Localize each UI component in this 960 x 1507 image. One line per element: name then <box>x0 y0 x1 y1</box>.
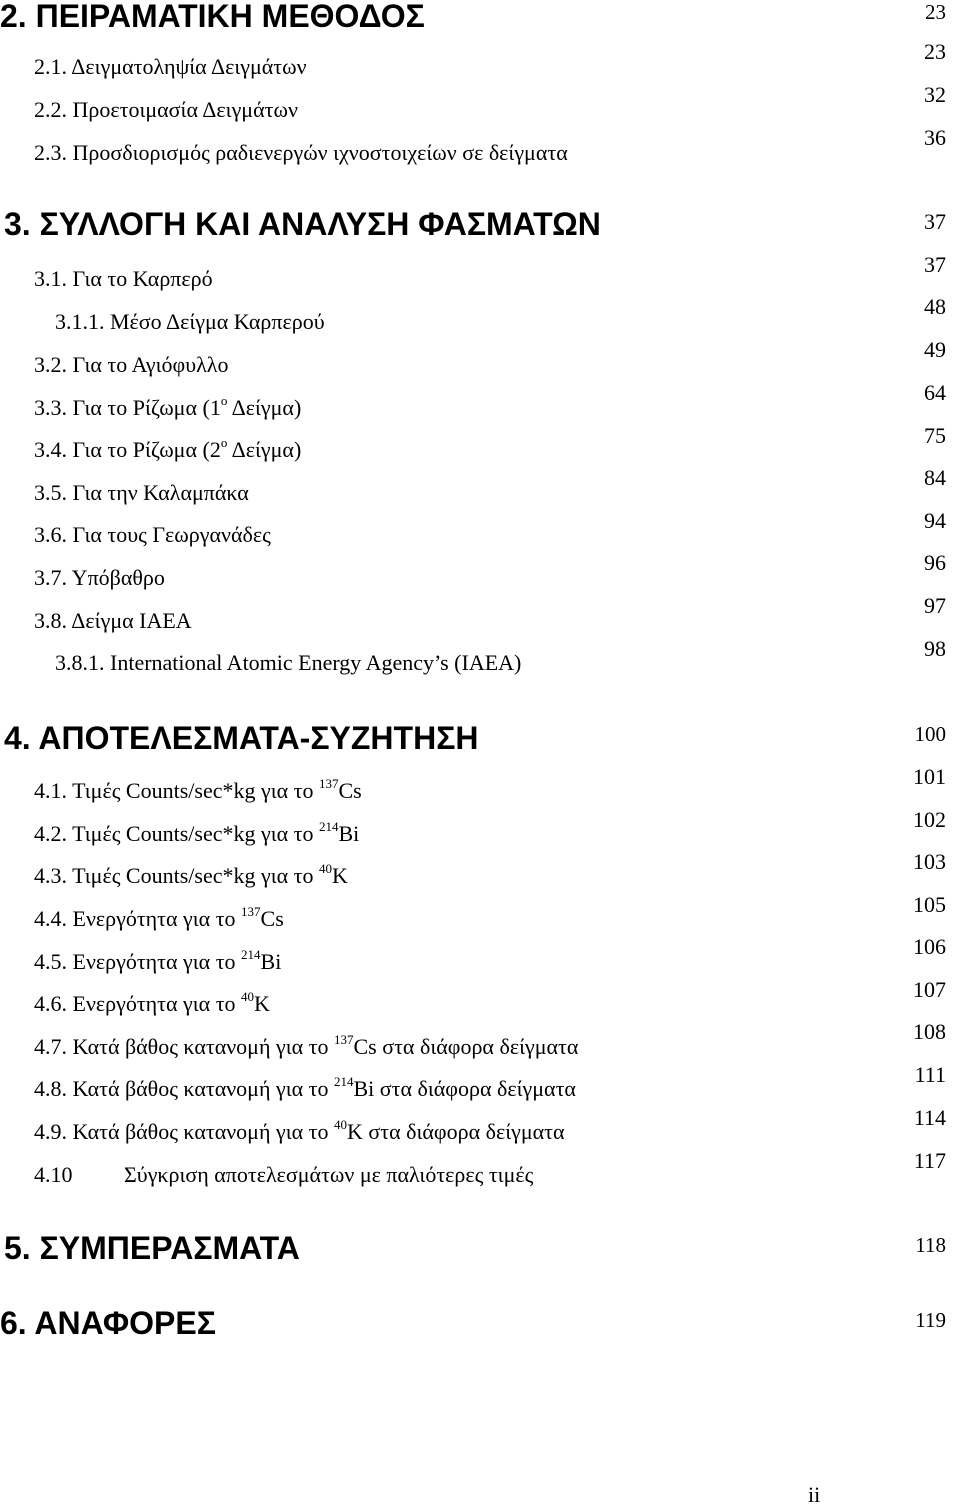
section-page-5: 118 <box>915 1233 946 1257</box>
toc-entry-4-6: 4.6. Ενεργότητα για το $^{40}$K <box>34 988 270 1016</box>
footer-page-number: ii <box>808 1482 821 1507</box>
toc-page-2-2: 32 <box>924 82 946 107</box>
toc-page-3-1-1: 48 <box>924 294 946 319</box>
toc-entry-3-4: 3.4. Για το Ρίζωμα ($2^o$ Δείγμα) <box>34 434 302 462</box>
toc-entry-4-4: 4.4. Ενεργότητα για το $^{137}$Cs <box>34 903 284 931</box>
toc-page-4-1: 101 <box>913 764 946 789</box>
toc-page-3-7: 96 <box>924 550 946 575</box>
toc-page-4-2: 102 <box>913 807 946 832</box>
toc-page-3-6: 94 <box>924 508 946 533</box>
section-page-6: 119 <box>915 1308 946 1332</box>
toc-page-3-8: 97 <box>924 593 946 618</box>
toc-entry-4-2: 4.2. Τιμές Counts/sec*kg για το $^{214}$Bi <box>34 818 360 846</box>
section-page-2: 23 <box>925 0 946 24</box>
toc-entry-3-2: 3.2. Για το Αγιόφυλλο <box>34 352 229 377</box>
section-page-4: 100 <box>914 722 946 746</box>
toc-entry-2-3: 2.3. Προσδιορισμός ραδιενεργών ιχνοστοιχείων σε δείγματα <box>34 140 568 165</box>
toc-page-2-3: 36 <box>924 125 946 150</box>
toc-entry-4-1: 4.1. Τιμές Counts/sec*kg για το $^{137}$Cs <box>34 775 362 803</box>
toc-entry-3-6: 3.6. Για τους Γεωργανάδες <box>34 522 271 547</box>
section-page-3: 37 <box>924 209 946 234</box>
toc-entry-4-3: 4.3. Τιμές Counts/sec*kg για το $^{40}$K <box>34 860 348 888</box>
toc-entry-4-8: 4.8. Κατά βάθος κατανομή για το $^{214}$Bi στα διάφορα δείγματα <box>34 1073 576 1101</box>
toc-page-4-7: 108 <box>913 1019 946 1044</box>
toc-page-3-4: 75 <box>924 423 946 448</box>
section-heading-6: 6. ΑΝΑΦΟΡΕΣ <box>0 1305 216 1341</box>
toc-page-4-10: 117 <box>913 1148 946 1173</box>
toc-page-3-3: 64 <box>924 380 946 405</box>
toc-entry-2-2: 2.2. Προετοιμασία Δειγμάτων <box>34 97 298 122</box>
toc-entry-3-1-1: 3.1.1. Μέσο Δείγμα Καρπερού <box>55 309 325 334</box>
toc-entry-4-5: 4.5. Ενεργότητα για το $^{214}$Bi <box>34 946 282 974</box>
toc-entry-4-10-title: Σύγκριση αποτελεσμάτων με παλιότερες τιμές <box>124 1162 534 1187</box>
toc-entry-3-1: 3.1. Για το Καρπερό <box>34 266 213 291</box>
toc-entry-3-5: 3.5. Για την Καλαμπάκα <box>34 480 249 505</box>
section-heading-2: 2. ΠΕΙΡΑΜΑΤΙΚΗ ΜΕΘΟΔΟΣ <box>0 0 425 34</box>
section-heading-5: 5. ΣΥΜΠΕΡΑΣΜΑΤΑ <box>4 1230 300 1266</box>
toc-page-3-2: 49 <box>924 337 946 362</box>
toc-page-4-5: 106 <box>913 934 946 959</box>
toc-page-4-6: 107 <box>913 977 946 1002</box>
toc-page-3-8-1: 98 <box>924 636 946 661</box>
section-heading-3: 3. ΣΥΛΛΟΓΗ ΚΑΙ ΑΝΑΛΥΣΗ ΦΑΣΜΑΤΩΝ <box>4 206 601 242</box>
toc-entry-2-1: 2.1. Δειγματοληψία Δειγμάτων <box>34 54 307 79</box>
toc-entry-4-7: 4.7. Κατά βάθος κατανομή για το $^{137}$Cs στα διάφορα δείγματα <box>34 1031 579 1059</box>
toc-page-3-1: 37 <box>924 252 946 277</box>
toc-entry-4-10-number: 4.10 <box>34 1162 73 1187</box>
toc-entry-3-3: 3.3. Για το Ρίζωμα ($1^o$ Δείγμα) <box>34 392 302 420</box>
toc-page-3-5: 84 <box>924 465 946 490</box>
toc-page-4-3: 103 <box>913 849 946 874</box>
toc-entry-3-8: 3.8. Δείγμα IAEA <box>34 608 192 633</box>
toc-page-4-4: 105 <box>913 892 946 917</box>
toc-entry-3-7: 3.7. Υπόβαθρο <box>34 565 165 590</box>
section-heading-4: 4. ΑΠΟΤΕΛΕΣΜΑΤΑ-ΣΥΖΗΤΗΣΗ <box>4 720 479 756</box>
toc-entry-3-8-1: 3.8.1. International Atomic Energy Agency’s (IAEA) <box>55 650 522 675</box>
toc-entry-4-9: 4.9. Κατά βάθος κατανομή για το $^{40}$K στα διάφορα δείγματα <box>34 1116 565 1144</box>
toc-page-4-8: 111 <box>914 1062 946 1087</box>
toc-page-4-9: 114 <box>913 1105 946 1130</box>
toc-page-2-1: 23 <box>924 39 946 64</box>
